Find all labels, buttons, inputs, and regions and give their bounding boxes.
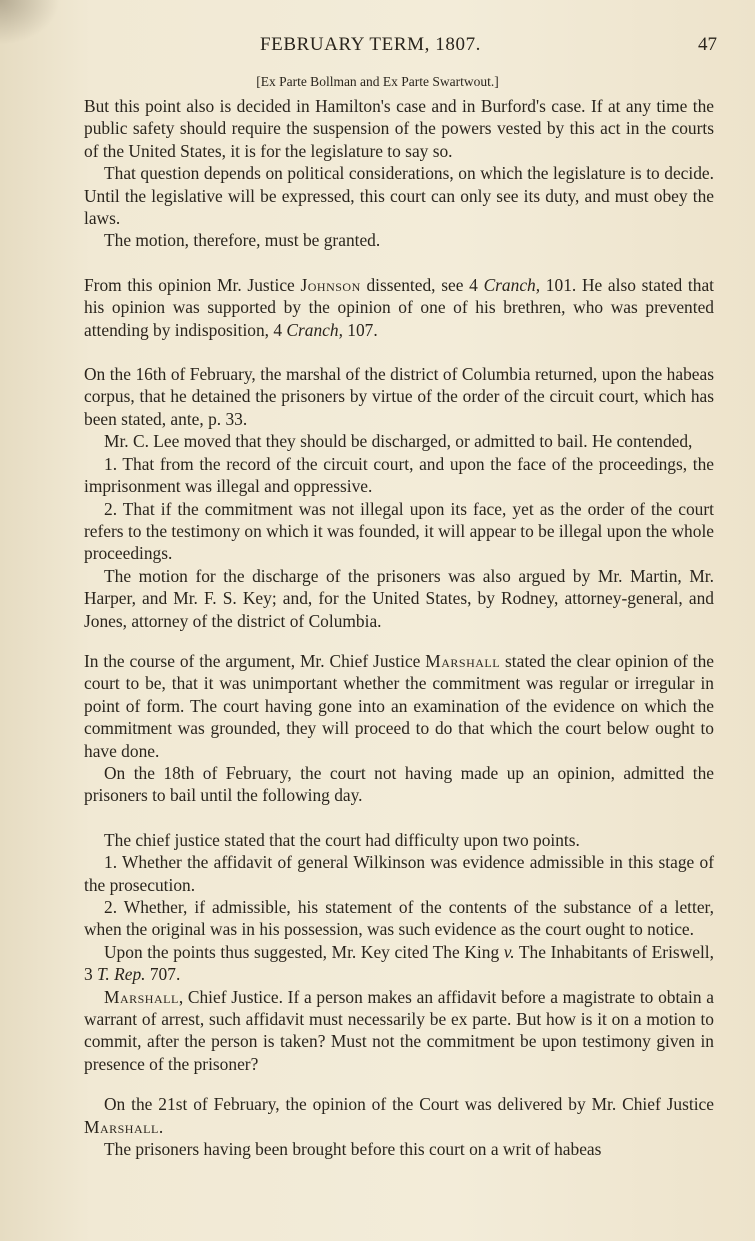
paragraph-argued-by: The motion for the discharge of the prisoners was also argued by Mr. Martin, Mr. Harper, and Mr. F. S. Key; and, for the United States, by Rodney, attorney-general, and Jones, attorney of the district of Columbia.	[84, 565, 714, 631]
paragraph-marshall-opinion: In the course of the argument, Mr. Chief Justice Marshall stated the clear opinion of the court to be, that it was unimportant whether the commitment was regular or irregular in point of form. The court having gone into an examination of the evidence on which the commitment was grounded, they will proceed to do that which the court below ought to have done.	[84, 650, 714, 761]
paragraph-point-two: 2. That if the commitment was not illegal upon its face, yet as the order of the court refers to the testimony on which it was founded, it will appear to be illegal upon the whole proceedings.	[84, 498, 714, 564]
paragraph-two-points: The chief justice stated that the court had difficulty upon two points.	[104, 829, 580, 850]
page-body	[84, 95, 714, 1160]
running-head: FEBRUARY TERM, 1807.	[260, 34, 482, 55]
page-header	[40, 34, 717, 58]
paragraph-johnson-dissent: From this opinion Mr. Justice Johnson dissented, see 4 Cranch, 101. He also stated that his opinion was supported by the opinion of one of his brethren, who was prevented attending by indisposition, 4 Cranch, 107.	[84, 274, 714, 340]
paragraph-hamilton-case: But this point also is decided in Hamilton's case and in Burford's case. If at any time the public safety should require the suspension of the powers vested by this act in the courts of the United States, it is for the legislature to say so.	[84, 96, 714, 161]
paragraph-difficulty-two: 2. Whether, if admissible, his statement of the contents of the substance of a letter, when the original was in his possession, was such evidence as the court ought to notice.	[84, 897, 714, 940]
paragraph-opinion-delivered: On the 21st of February, the opinion of the Court was delivered by Mr. Chief Justice Marshall.	[84, 1094, 714, 1137]
paragraph-political-considerations: That question depends on political considerations, on which the legislature is to decide. Until the legislative will be expressed, this court can only see its duty, and must obey the laws.	[84, 163, 714, 229]
paragraph-marshall-ex-parte: Marshall, Chief Justice. If a person makes an affidavit before a magistrate to obtain a warrant of arrest, such affidavit must necessarily be ex parte. But how is it on a motion to commit, after the person is taken? Must not the commitment be upon testimony given in presence of the prisoner?	[84, 986, 714, 1074]
paragraph-difficulty-one: 1. Whether the affidavit of general Wilkinson was evidence admissible in this stage of the prosecution.	[84, 852, 714, 895]
paragraph-point-one: 1. That from the record of the circuit court, and upon the face of the proceedings, the imprisonment was illegal and oppressive.	[84, 453, 714, 497]
paragraph-marshal-return: On the 16th of February, the marshal of the district of Columbia returned, upon the habeas corpus, that he detained the prisoners by virtue of the order of the circuit court, which has been stated, ante, p. 33.	[84, 364, 714, 429]
paragraph-bail: On the 18th of February, the court not having made up an opinion, admitted the prisoners to bail until the following day.	[84, 762, 714, 806]
paragraph-key-citation: Upon the points thus suggested, Mr. Key cited The King v. The Inhabitants of Eriswell, 3 T. Rep. 707.	[84, 941, 714, 985]
case-reference: [Ex Parte Bollman and Ex Parte Swartwout.]	[256, 74, 499, 89]
page-number: 47	[698, 34, 717, 55]
paragraph-prisoners-brought: The prisoners having been brought before this court on a writ of habeas	[104, 1139, 602, 1160]
paragraph-lee-motion: Mr. C. Lee moved that they should be discharged, or admitted to bail. He contended,	[104, 431, 693, 452]
paragraph-motion-granted: The motion, therefore, must be granted.	[104, 230, 381, 251]
